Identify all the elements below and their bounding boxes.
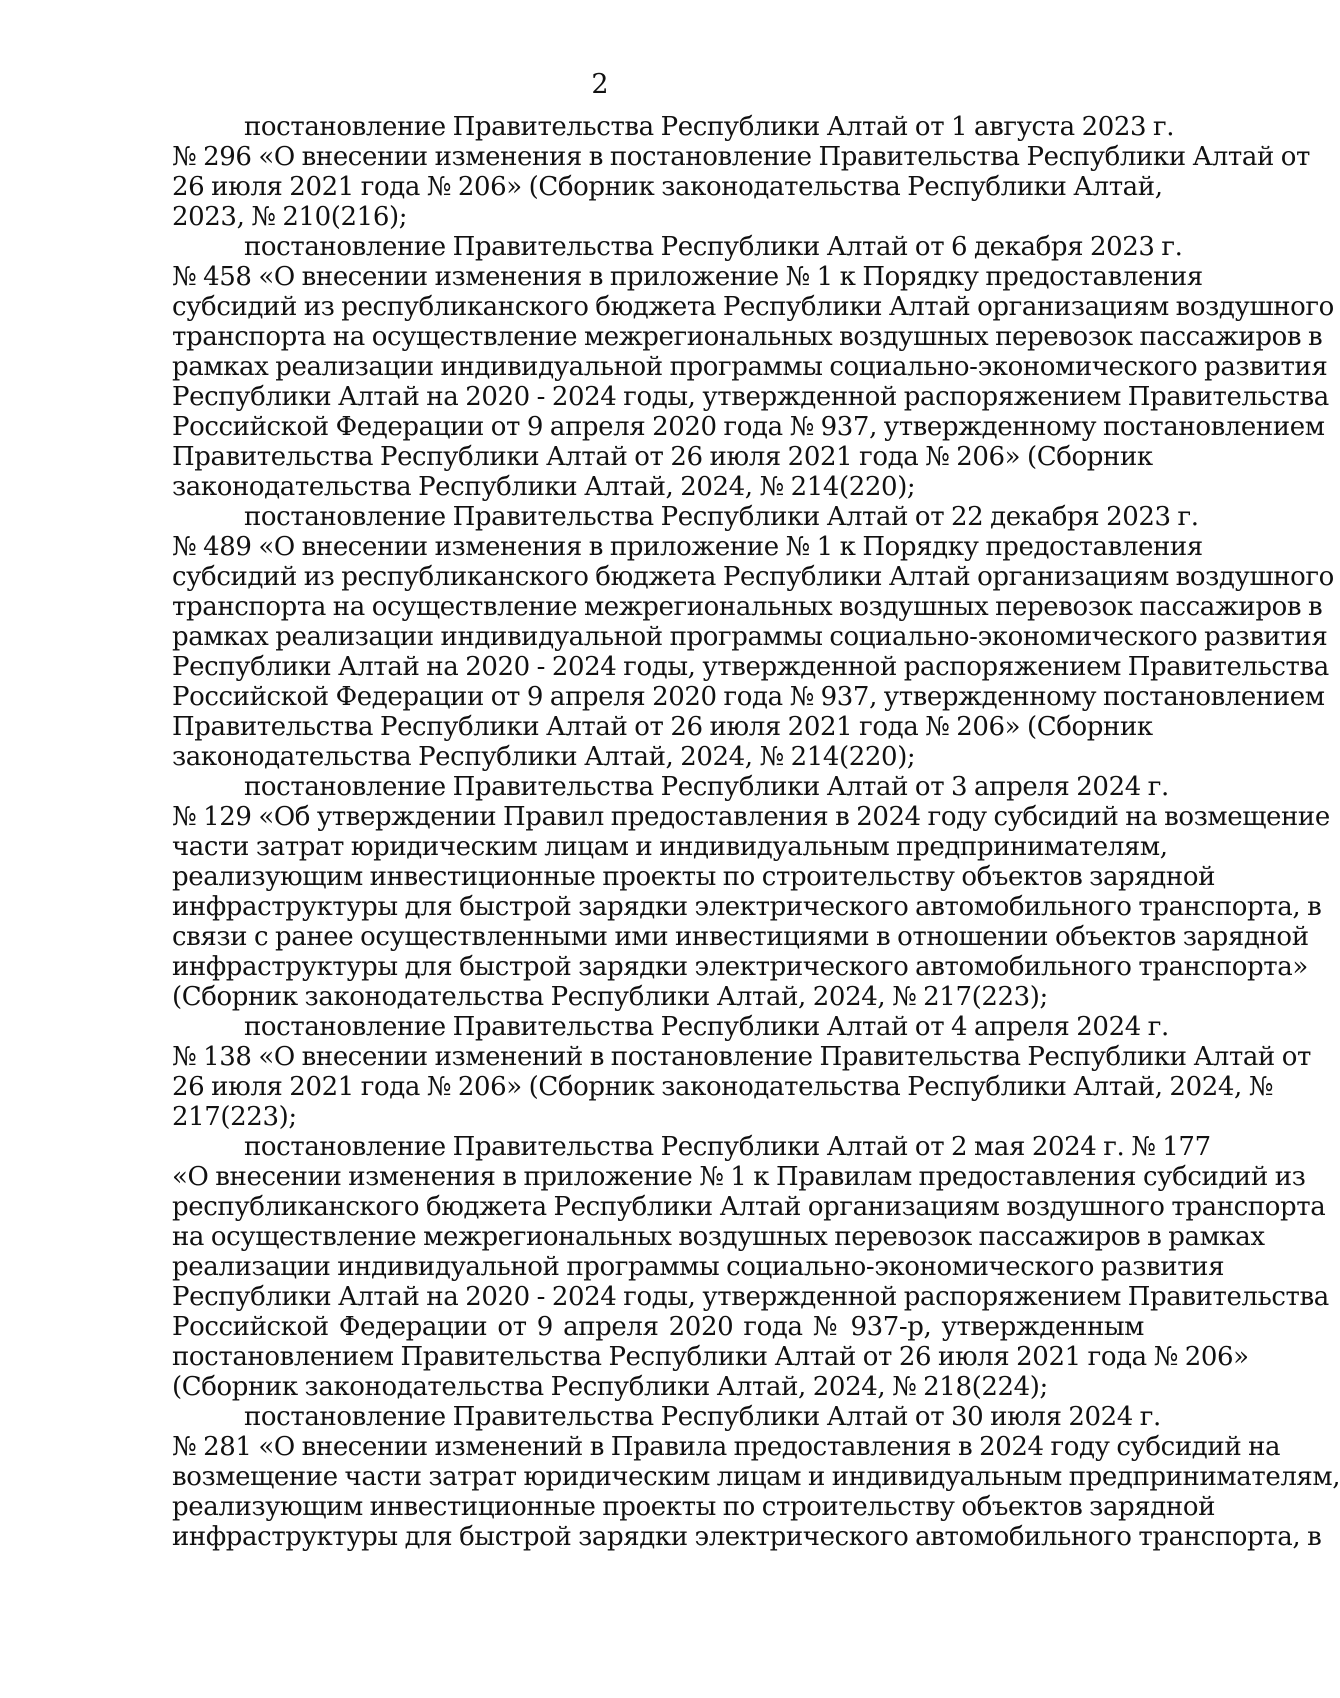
decree-paragraph xyxy=(172,232,1334,502)
paragraph-line: инфраструктуры для быстрой зарядки электрического автомобильного транспорта, в xyxy=(172,892,1322,922)
paragraph-line: № 458 «О внесении изменения в приложение № 1 к Порядку предоставления xyxy=(172,262,1203,292)
paragraph-line: субсидий из республиканского бюджета Республики Алтай организациям воздушного xyxy=(172,292,1334,322)
paragraph-line: постановление Правительства Республики Алтай от 3 апреля 2024 г. xyxy=(244,772,1169,802)
decree-paragraph xyxy=(172,1132,1329,1402)
decree-paragraph xyxy=(172,502,1334,772)
paragraph-line: субсидий из республиканского бюджета Республики Алтай организациям воздушного xyxy=(172,562,1334,592)
paragraph-line: № 489 «О внесении изменения в приложение № 1 к Порядку предоставления xyxy=(172,532,1203,562)
paragraph-line: 26 июля 2021 года № 206» (Сборник законодательства Республики Алтай, xyxy=(172,172,1163,202)
paragraph-line: постановление Правительства Республики Алтай от 22 декабря 2023 г. xyxy=(244,502,1199,532)
paragraph-line: реализации индивидуальной программы социально-экономического развития xyxy=(172,1252,1225,1282)
paragraph-line: № 129 «Об утверждении Правил предоставления в 2024 году субсидий на возмещение xyxy=(172,802,1330,832)
paragraph-line: 2023, № 210(216); xyxy=(172,202,408,232)
paragraph-line: постановление Правительства Республики Алтай от 4 апреля 2024 г. xyxy=(244,1012,1169,1042)
paragraph-line: реализующим инвестиционные проекты по строительству объектов зарядной xyxy=(172,1492,1216,1522)
decree-paragraph xyxy=(172,112,1311,232)
paragraph-line: рамках реализации индивидуальной программы социально-экономического развития xyxy=(172,352,1328,382)
paragraph-line: № 296 «О внесении изменения в постановление Правительства Республики Алтай от xyxy=(172,142,1311,172)
decree-paragraph xyxy=(172,1402,1340,1552)
paragraph-line: республиканского бюджета Республики Алтай организациям воздушного транспорта xyxy=(172,1192,1326,1222)
paragraph-line: на осуществление межрегиональных воздушных перевозок пассажиров в рамках xyxy=(172,1222,1265,1252)
document-body xyxy=(172,112,1340,1552)
paragraph-line: постановление Правительства Республики Алтай от 1 августа 2023 г. xyxy=(244,112,1175,142)
paragraph-line: Российской Федерации от 9 апреля 2020 года № 937, утвержденному постановлением xyxy=(172,682,1325,712)
decree-paragraph xyxy=(172,772,1330,1012)
paragraph-line: законодательства Республики Алтай, 2024, № 214(220); xyxy=(172,472,916,502)
paragraph-line: Российской Федерации от 9 апреля 2020 года № 937-р, утвержденным xyxy=(172,1312,1144,1342)
page-number: 2 xyxy=(591,69,609,100)
paragraph-line: постановление Правительства Республики Алтай от 6 декабря 2023 г. xyxy=(244,232,1183,262)
paragraph-line: части затрат юридическим лицам и индивидуальным предпринимателям, xyxy=(172,832,1168,862)
paragraph-line: № 138 «О внесении изменений в постановление Правительства Республики Алтай от xyxy=(172,1042,1311,1072)
paragraph-line: Республики Алтай на 2020 - 2024 годы, утвержденной распоряжением Правительства xyxy=(172,652,1329,682)
paragraph-line: 217(223); xyxy=(172,1102,297,1132)
paragraph-line: постановлением Правительства Республики Алтай от 26 июля 2021 года № 206» xyxy=(172,1342,1249,1372)
paragraph-line: Российской Федерации от 9 апреля 2020 года № 937, утвержденному постановлением xyxy=(172,412,1325,442)
paragraph-line: Правительства Республики Алтай от 26 июля 2021 года № 206» (Сборник xyxy=(172,712,1153,742)
paragraph-line: реализующим инвестиционные проекты по строительству объектов зарядной xyxy=(172,862,1216,892)
paragraph-line: законодательства Республики Алтай, 2024, № 214(220); xyxy=(172,742,916,772)
paragraph-line: транспорта на осуществление межрегиональных воздушных перевозок пассажиров в xyxy=(172,322,1323,352)
paragraph-line: Республики Алтай на 2020 - 2024 годы, утвержденной распоряжением Правительства xyxy=(172,382,1329,412)
paragraph-line: Правительства Республики Алтай от 26 июля 2021 года № 206» (Сборник xyxy=(172,442,1153,472)
paragraph-line: инфраструктуры для быстрой зарядки электрического автомобильного транспорта, в xyxy=(172,1522,1322,1552)
paragraph-line: возмещение части затрат юридическим лицам и индивидуальным предпринимателям, xyxy=(172,1462,1340,1492)
paragraph-line: транспорта на осуществление межрегиональных воздушных перевозок пассажиров в xyxy=(172,592,1323,622)
paragraph-line: № 281 «О внесении изменений в Правила предоставления в 2024 году субсидий на xyxy=(172,1432,1281,1462)
decree-paragraph xyxy=(172,1012,1311,1132)
paragraph-line: рамках реализации индивидуальной программы социально-экономического развития xyxy=(172,622,1328,652)
paragraph-line: (Сборник законодательства Республики Алтай, 2024, № 218(224); xyxy=(172,1372,1048,1402)
paragraph-line: (Сборник законодательства Республики Алтай, 2024, № 217(223); xyxy=(172,982,1048,1012)
paragraph-line: постановление Правительства Республики Алтай от 2 мая 2024 г. № 177 xyxy=(244,1132,1211,1162)
paragraph-line: инфраструктуры для быстрой зарядки электрического автомобильного транспорта» xyxy=(172,952,1308,982)
paragraph-line: 26 июля 2021 года № 206» (Сборник законодательства Республики Алтай, 2024, № xyxy=(172,1072,1273,1102)
paragraph-line: «О внесении изменения в приложение № 1 к Правилам предоставления субсидий из xyxy=(172,1162,1306,1192)
paragraph-line: постановление Правительства Республики Алтай от 30 июля 2024 г. xyxy=(244,1402,1161,1432)
paragraph-line: связи с ранее осуществленными ими инвестициями в отношении объектов зарядной xyxy=(172,922,1309,952)
paragraph-line: Республики Алтай на 2020 - 2024 годы, утвержденной распоряжением Правительства xyxy=(172,1282,1329,1312)
